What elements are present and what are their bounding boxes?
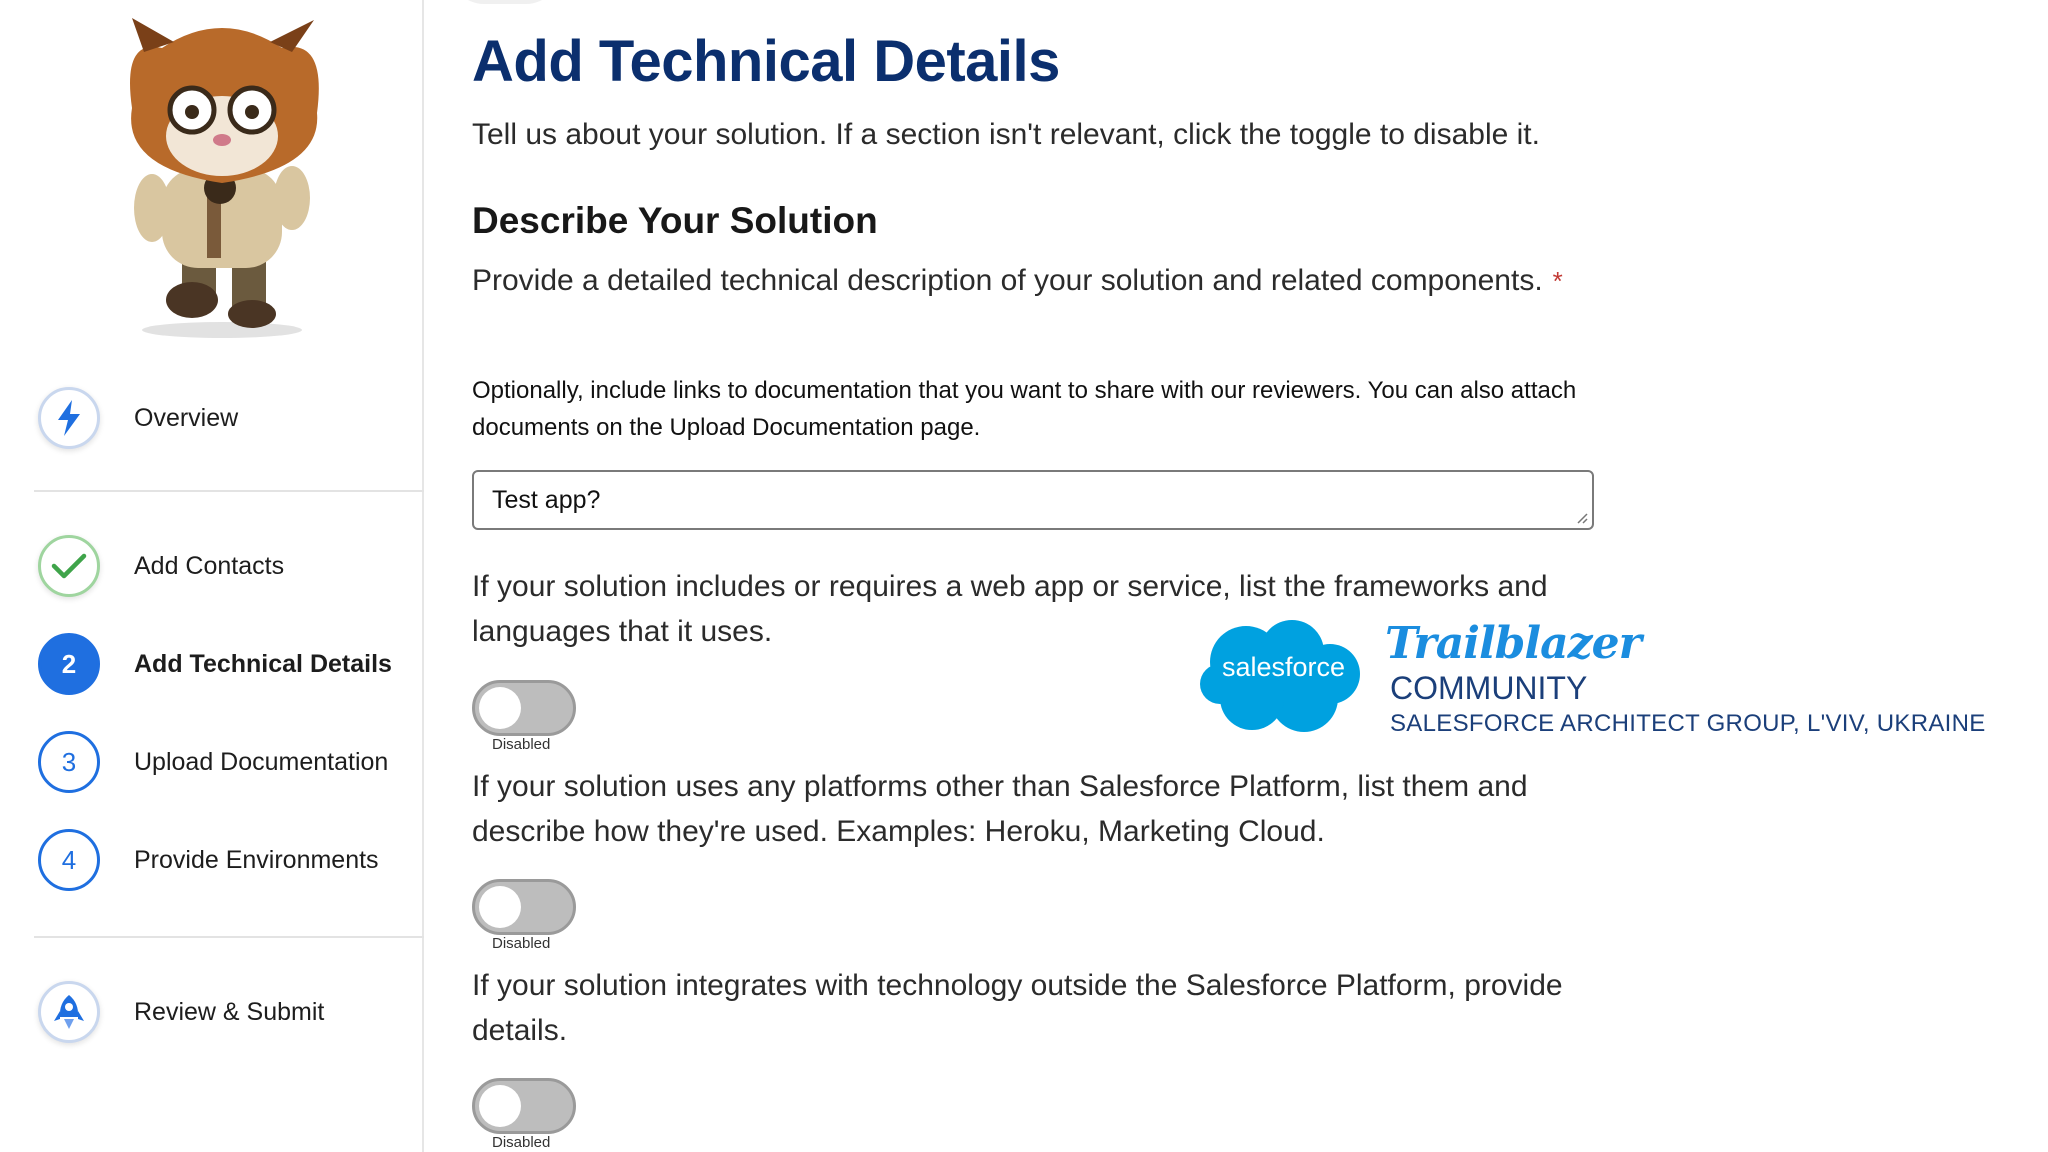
optional-note: Optionally, include links to documentation that you want to share with our reviewers. You can also attach documents on the Upload Documentation page. (472, 377, 1577, 441)
step-number: 3 (61, 746, 77, 777)
step-number-badge (38, 731, 100, 793)
question-other-platforms: If your solution uses any platforms other than Salesforce Platform, list them and describe how they're used. Examples: Heroku, Marketing Cloud. (472, 770, 1528, 848)
toggle-status-label: Disabled (492, 1134, 551, 1151)
sidebar-divider (34, 936, 424, 938)
step-icon-review-submit (38, 981, 100, 1043)
trailblazer-wordmark: Trailblazer (1385, 618, 1641, 669)
toggle-knob (479, 1085, 521, 1127)
step-icon-overview (38, 387, 100, 449)
required-marker: * (1552, 266, 1563, 296)
salesforce-wordmark: salesforce (1222, 652, 1346, 682)
sidebar-item-add-technical-details[interactable] (38, 632, 392, 696)
rocket-icon (52, 993, 86, 1031)
sidebar (0, 0, 424, 1152)
other-platforms-toggle[interactable] (472, 879, 576, 935)
step-number-badge (38, 633, 100, 695)
toggle-status-label: Disabled (492, 736, 551, 753)
trailblazer-community-branding (1200, 618, 1986, 748)
web-app-toggle[interactable] (472, 680, 576, 736)
external-integration-toggle[interactable] (472, 1078, 576, 1134)
sidebar-item-upload-documentation[interactable] (38, 730, 388, 794)
describe-prompt (472, 258, 1602, 304)
sidebar-item-review-submit[interactable] (38, 980, 324, 1044)
sidebar-item-label: Add Technical Details (134, 649, 392, 678)
check-icon (51, 552, 87, 580)
step-icon-add-contacts (38, 535, 100, 597)
community-label: COMMUNITY (1390, 670, 1588, 706)
step-number-badge (38, 829, 100, 891)
step-number: 2 (61, 648, 77, 679)
textarea-value: Test app? (492, 485, 601, 514)
sidebar-item-label: Overview (134, 403, 239, 432)
page-title: Add Technical Details (472, 29, 1060, 94)
bolt-icon (56, 400, 82, 436)
sidebar-divider (34, 490, 424, 492)
mascot-image (92, 18, 352, 338)
sidebar-item-label: Upload Documentation (134, 747, 389, 776)
describe-prompt-text: Provide a detailed technical description of your solution and related components. (472, 264, 1543, 297)
section-title: Describe Your Solution (472, 200, 878, 241)
toggle-knob (479, 886, 521, 928)
group-name: SALESFORCE ARCHITECT GROUP, L'VIV, UKRAINE (1390, 710, 1986, 737)
solution-description-textarea[interactable] (472, 470, 1594, 530)
sidebar-item-add-contacts[interactable] (38, 534, 284, 598)
sidebar-item-overview[interactable] (38, 386, 238, 450)
sidebar-item-label: Review & Submit (134, 997, 325, 1026)
sidebar-item-label: Add Contacts (134, 551, 285, 580)
sidebar-item-label: Provide Environments (134, 845, 379, 874)
question-external-integration: If your solution integrates with technology outside the Salesforce Platform, provide details. (472, 969, 1563, 1047)
intro-text: Tell us about your solution. If a section isn't relevant, click the toggle to disable it. (472, 118, 1540, 151)
toggle-status-label: Disabled (492, 935, 551, 952)
sidebar-item-provide-environments[interactable] (38, 828, 379, 892)
resize-handle-icon[interactable] (1576, 512, 1588, 524)
step-number: 4 (61, 844, 77, 875)
question-web-app: If your solution includes or requires a web app or service, list the frameworks and languages that it uses. (472, 570, 1548, 648)
main-content (472, 0, 2048, 1152)
toggle-knob (479, 687, 521, 729)
